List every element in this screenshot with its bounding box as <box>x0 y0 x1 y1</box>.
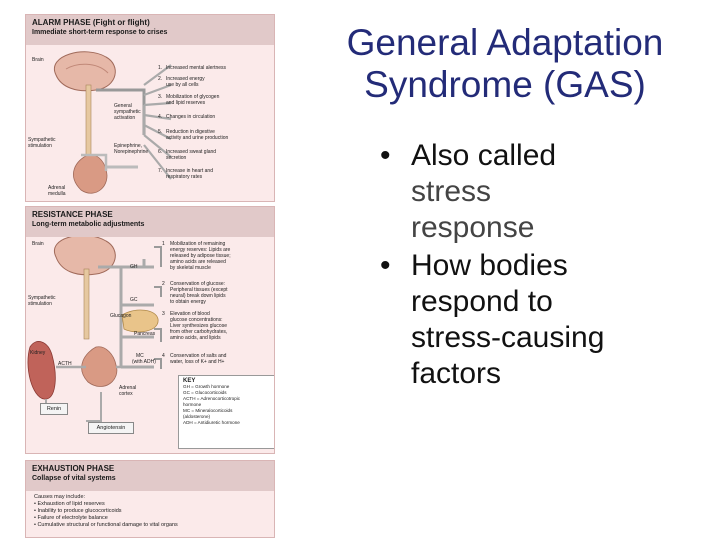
alarm-effect-text: Increased sweat gland <box>166 149 217 155</box>
exhaustion-item: • Inability to produce glucocorticoids <box>34 508 122 514</box>
alarm-effect-text: Increased mental alertness <box>166 65 227 71</box>
bullet-sub: respond to <box>411 285 553 318</box>
slide-title <box>300 22 710 106</box>
alarm-phase-panel <box>25 14 275 202</box>
alarm-adrenal-label-2: medulla <box>48 191 66 197</box>
alarm-effect-text: Increase in heart and <box>166 168 213 174</box>
resistance-effect-text: Conservation of glucose: <box>170 281 226 287</box>
resistance-kidney-label: Kidney <box>30 350 46 356</box>
key-row: GC = Glucocorticoids <box>183 390 227 395</box>
alarm-effect-text: Increased energy <box>166 76 205 82</box>
resistance-gh-label: GH <box>130 264 138 270</box>
resistance-phase-header <box>26 207 274 237</box>
hormone-key <box>178 375 275 449</box>
resistance-effect-num: 4 <box>162 353 165 359</box>
alarm-effect-text: secretion <box>166 155 187 161</box>
alarm-sympathetic-label: sympathetic <box>114 109 141 115</box>
alarm-effect-text: Reduction in digestive <box>166 129 215 135</box>
alarm-stimulation-label-1: Sympathetic <box>28 137 56 143</box>
alarm-effect-num: 1. <box>158 65 163 71</box>
bullet-main: Also called <box>411 139 557 172</box>
resistance-effect-text: released by adipose tissue; <box>170 253 231 259</box>
key-row: ADH = Antidiuretic hormone <box>183 420 240 425</box>
resistance-effect-text: water, loss of K+ and H+ <box>170 359 225 365</box>
bullet-dot-icon: • <box>380 249 391 282</box>
resistance-effect-num: 2 <box>162 281 165 287</box>
slide-title-line: General Adaptation <box>346 22 664 63</box>
resistance-effect-text: glucose concentrations: <box>170 317 223 323</box>
resistance-effect-text: Conservation of salts and <box>170 353 227 359</box>
resistance-adrenal-label-1: Adrenal <box>119 385 137 391</box>
resistance-gc-label: GC <box>130 297 138 303</box>
key-row: MC = Mineralocorticoids <box>183 408 233 413</box>
exhaustion-item: • Cumulative structural or functional damage to vital organs <box>34 522 178 528</box>
resistance-acth-label: ACTH <box>58 361 72 367</box>
alarm-effect-text: respiratory rates <box>166 174 203 180</box>
resistance-effect-text: to obtain energy <box>170 299 206 305</box>
resistance-effect-text: Mobilization of remaining <box>170 241 226 247</box>
resistance-phase-panel <box>25 206 275 454</box>
bullet-dot-icon: • <box>380 139 391 172</box>
alarm-stimulation-label-2: stimulation <box>28 143 52 149</box>
alarm-phase-header <box>26 15 274 45</box>
exhaustion-phase-subtitle: Collapse of vital systems <box>32 475 116 482</box>
resistance-adrenal-label-2: cortex <box>119 391 133 397</box>
exhaustion-item: • Exhaustion of lipid reserves <box>34 501 105 507</box>
angiotensin-box: Angiotensin <box>88 422 134 434</box>
resistance-effect-text: Peripheral tissues (except <box>170 287 228 293</box>
resistance-effect-text: neural) break down lipids <box>170 293 226 299</box>
alarm-effect-text: and lipid reserves <box>166 100 206 106</box>
resistance-effect-text: Elevation of blood <box>170 311 210 317</box>
alarm-illustration <box>26 45 275 202</box>
alarm-effect-text: use by all cells <box>166 82 199 88</box>
resistance-sym-label-2: stimulation <box>28 301 52 307</box>
bullet-sub: response <box>411 211 535 244</box>
alarm-norepinephrine-label: Norepinephrine <box>114 149 149 155</box>
bullet-main: How bodies <box>411 249 568 282</box>
exhaustion-phase-title: EXHAUSTION PHASE <box>32 464 115 473</box>
exhaustion-item: • Failure of electrolyte balance <box>34 515 108 521</box>
exhaustion-phase-panel <box>25 460 275 538</box>
key-row: hormone <box>183 402 202 407</box>
alarm-general-label: General <box>114 103 132 109</box>
key-row: GH = Growth hormone <box>183 384 230 389</box>
resistance-effect-text: amino acids are released <box>170 259 226 265</box>
alarm-effect-text: Changes in circulation <box>166 114 216 120</box>
resistance-phase-title: RESISTANCE PHASE <box>32 210 113 219</box>
alarm-brain-label: Brain <box>32 57 44 63</box>
resistance-effect-num: 3 <box>162 311 165 317</box>
resistance-effect-text: by skeletal muscle <box>170 265 211 271</box>
key-row: ACTH = Adrenocorticotropic <box>183 396 241 401</box>
bullet-sub: stress <box>411 175 492 208</box>
resistance-effect-text: energy reserves: Lipids are <box>170 247 231 253</box>
exhaustion-causes <box>34 494 178 529</box>
resistance-effect-num: 1 <box>162 241 165 247</box>
resistance-effect-text: from other carbohydrates, <box>170 329 228 335</box>
resistance-with-adh-label: (with ADH) <box>132 359 156 365</box>
key-title: KEY <box>183 378 196 384</box>
alarm-epinephrine-label: Epinephrine, <box>114 143 143 149</box>
alarm-effect-text: activity and urine production <box>166 135 229 141</box>
resistance-sym-label-1: Sympathetic <box>28 295 56 301</box>
resistance-effect-text: amino acids, and lipids <box>170 335 221 341</box>
alarm-activation-label: activation <box>114 115 136 121</box>
alarm-effect-num: 6. <box>158 149 163 155</box>
resistance-glucagon-label: Glucagon <box>110 313 132 319</box>
exhaustion-phase-header <box>26 461 274 491</box>
alarm-effect-num: 3. <box>158 94 163 100</box>
bullet-sub: stress-causing <box>411 321 605 354</box>
alarm-effect-num: 5. <box>158 129 163 135</box>
alarm-effect-num: 7. <box>158 168 163 174</box>
alarm-phase-title: ALARM PHASE (Fight or flight) <box>32 18 150 27</box>
slide-title-line: Syndrome (GAS) <box>364 64 646 105</box>
resistance-pancreas-label: Pancreas <box>134 331 156 337</box>
resistance-brain-label: Brain <box>32 241 44 247</box>
bullet-list <box>380 138 710 394</box>
bullet-item <box>380 138 710 246</box>
resistance-mc-label: MC <box>136 353 144 359</box>
exhaustion-intro: Causes may include: <box>34 494 86 500</box>
alarm-effect-num: 2. <box>158 76 163 82</box>
resistance-phase-subtitle: Long-term metabolic adjustments <box>32 221 145 228</box>
bullet-item <box>380 248 710 392</box>
renin-box: Renin <box>40 403 68 415</box>
bullet-sub: factors <box>411 357 502 390</box>
alarm-adrenal-label-1: Adrenal <box>48 185 66 191</box>
alarm-effect-text: Mobilization of glycogen <box>166 94 220 100</box>
alarm-effect-num: 4. <box>158 114 163 120</box>
alarm-phase-subtitle: Immediate short-term response to crises <box>32 29 168 36</box>
resistance-effect-text: Liver synthesizes glucose <box>170 323 227 329</box>
key-row: (aldosterone) <box>183 414 211 419</box>
gas-figure <box>0 0 300 540</box>
